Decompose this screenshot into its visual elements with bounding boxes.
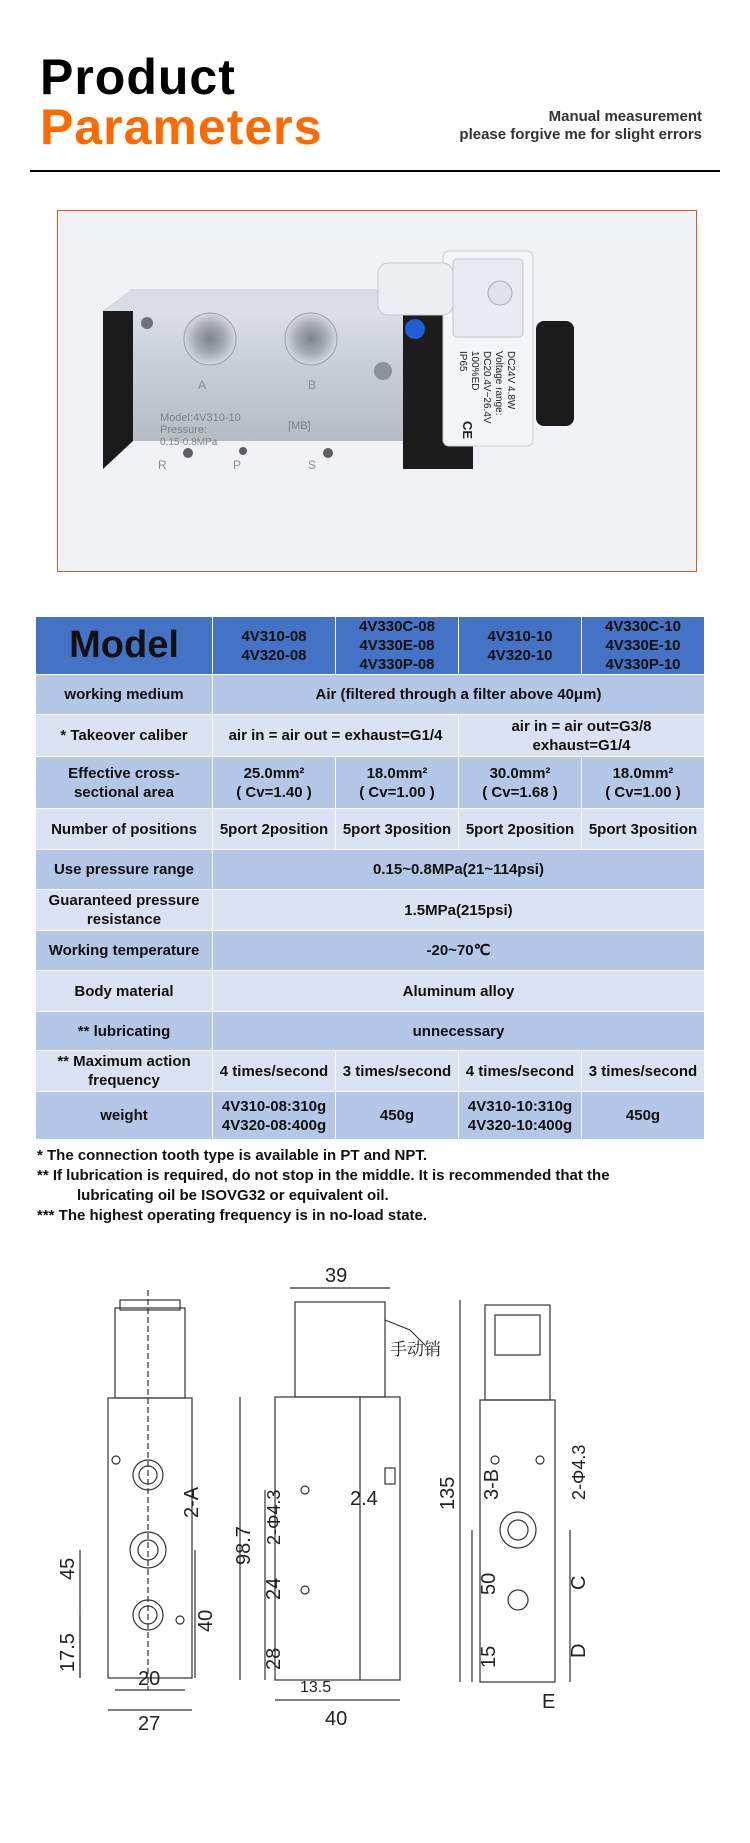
footnotes [37, 1146, 610, 1226]
dim-17-5: 17.5 [57, 1633, 79, 1672]
label-line: Effective cross- [68, 764, 180, 782]
footnote-3: *** The highest operating frequency is in no-load state. [37, 1207, 428, 1224]
row-label: Working temperature [36, 931, 213, 971]
value-line: 18.0mm² [366, 764, 428, 782]
dim-24: 24 [263, 1577, 285, 1600]
table-row [36, 809, 705, 850]
value-line: 18.0mm² [612, 764, 674, 782]
value-line: air in = air out=G3/8 [511, 717, 652, 735]
row-value: Aluminum alloy [213, 971, 705, 1012]
row-value: 4 times/second [213, 1051, 336, 1092]
row-value: 5port 3position [336, 809, 459, 850]
row-value: 450g [582, 1092, 705, 1140]
value-line: ( Cv=1.00 ) [605, 783, 681, 801]
model-col-4 [582, 617, 705, 675]
label-line: frequency [88, 1072, 160, 1089]
row-value [213, 1092, 336, 1140]
row-value: 5port 3position [582, 809, 705, 850]
model-name: 4V330P-08 [359, 656, 435, 673]
port-r-label: R [158, 458, 167, 472]
row-label: working medium [36, 675, 213, 715]
page-title-line1: Product [40, 49, 236, 105]
model-col-1 [213, 617, 336, 675]
row-value: Air (filtered through a filter above 40μm) [213, 675, 705, 715]
note-line2: please forgive me for slight errors [459, 126, 702, 143]
row-value: 450g [336, 1092, 459, 1140]
pressure-range-marking: 0.15-0.8MPa [160, 437, 218, 448]
product-photo [57, 210, 697, 572]
table-row [36, 1012, 705, 1051]
model-name: 4V330E-08 [359, 637, 435, 654]
pressure-marking: Pressure: [160, 424, 208, 436]
port-a-label: A [198, 378, 207, 392]
row-value: 4 times/second [459, 1051, 582, 1092]
row-label: Use pressure range [36, 850, 213, 890]
row-label: weight [36, 1092, 213, 1140]
dim-13-5: 13.5 [300, 1679, 332, 1696]
value-line: 25.0mm² [243, 764, 305, 782]
value-line: 4V310-08:310g [221, 1097, 327, 1115]
row-value: unnecessary [213, 1012, 705, 1051]
coil-spec-5: IP65 [457, 351, 468, 372]
dim-20: 20 [138, 1668, 161, 1690]
left-end-cap [103, 289, 133, 469]
row-value [459, 1092, 582, 1140]
front-view-coil [115, 1308, 185, 1398]
side-view-coil [295, 1302, 385, 1397]
model-name: 4V330C-08 [359, 618, 435, 635]
port-b [285, 313, 337, 365]
model-name: 4V320-08 [241, 646, 307, 664]
dim-40-horizontal: 40 [325, 1708, 348, 1730]
row-label: Body material [36, 971, 213, 1012]
value-line: 4V320-08:400g [221, 1116, 327, 1134]
footnote-2-cont: lubricating oil be ISOVG32 or equivalent oil. [77, 1187, 389, 1204]
table-row [36, 675, 705, 715]
table-header-row [36, 617, 705, 675]
model-name: 4V320-10 [487, 646, 553, 664]
dim-e: E [542, 1691, 556, 1713]
row-value: 3 times/second [582, 1051, 705, 1092]
coil-spec-1: DC24V 4.8W [505, 351, 516, 410]
row-value: -20~70℃ [213, 931, 705, 971]
dim-27: 27 [138, 1713, 161, 1735]
table-row [36, 890, 705, 931]
value-line: ( Cv=1.68 ) [482, 783, 558, 801]
row-label [36, 1051, 213, 1092]
dim-45: 45 [57, 1557, 79, 1580]
table-row [36, 1092, 705, 1140]
dim-2-4: 2.4 [350, 1488, 378, 1510]
model-name: 4V310-10 [487, 627, 553, 645]
page-title-line2: Parameters [40, 99, 323, 155]
row-value [213, 757, 336, 809]
label-line: resistance [86, 911, 162, 928]
dim-2-phi-4-3-a: 2-Φ4.3 [264, 1489, 284, 1545]
model-col-3 [459, 617, 582, 675]
ce-mark: CE [460, 421, 475, 440]
model-name: 4V310-08 [241, 627, 307, 645]
dim-15: 15 [478, 1645, 500, 1668]
side-view-body [275, 1397, 400, 1680]
port-a [184, 313, 236, 365]
row-label [36, 890, 213, 931]
row-label: * Takeover caliber [36, 715, 213, 757]
row-label: ** lubricating [36, 1012, 213, 1051]
parameter-table [35, 616, 705, 1140]
header-divider [30, 170, 720, 172]
dim-2a: 2-A [181, 1486, 203, 1518]
value-line: 30.0mm² [489, 764, 551, 782]
dim-28: 28 [263, 1647, 285, 1670]
manual-pin-label: 手动销 [390, 1340, 441, 1359]
dim-50: 50 [478, 1572, 500, 1595]
model-name: 4V330C-10 [605, 618, 681, 635]
table-row [36, 757, 705, 809]
row-value [459, 757, 582, 809]
value-line: 4V320-10:400g [467, 1116, 573, 1134]
coil-spec-3: DC20.4V~26.4V [481, 351, 492, 424]
row-value [582, 757, 705, 809]
note-line1: Manual measurement [548, 108, 702, 125]
port-b-label: B [308, 378, 317, 392]
dim-c: C [568, 1575, 590, 1590]
label-line: sectional area [73, 783, 175, 801]
dim-135: 135 [437, 1476, 459, 1510]
back-view-body [480, 1400, 555, 1682]
row-value: 5port 2position [459, 809, 582, 850]
row-label: Number of positions [36, 809, 213, 850]
label-line: Guaranteed pressure [48, 892, 200, 909]
model-name: 4V330P-10 [605, 656, 681, 673]
dim-40-vertical: 40 [195, 1609, 217, 1632]
row-value: 1.5MPa(215psi) [213, 890, 705, 931]
value-line: 4V310-10:310g [467, 1097, 573, 1115]
value-line: ( Cv=1.40 ) [236, 783, 312, 801]
model-col-2 [336, 617, 459, 675]
valve-illustration [58, 211, 696, 571]
value-line: ( Cv=1.00 ) [359, 783, 435, 801]
row-value: 5port 2position [213, 809, 336, 850]
model-marking: Model:4V310-10 [160, 412, 241, 424]
dim-d: D [568, 1643, 590, 1658]
brand-marking: [MB] [288, 420, 311, 432]
dim-2-phi-4-3-b: 2-Φ4.3 [569, 1444, 589, 1500]
label-line: ** Maximum action [57, 1053, 191, 1070]
front-view-body [108, 1398, 192, 1678]
row-value: air in = air out = exhaust=G1/4 [213, 715, 459, 757]
dim-3b: 3-B [481, 1468, 503, 1500]
port-s-label: S [308, 458, 317, 472]
row-value [459, 715, 705, 757]
coil-spec-2: Voltage range: [493, 351, 504, 416]
footnote-2: ** If lubrication is required, do not stop in the middle. It is recommended that the [37, 1167, 610, 1184]
port-p-label: P [233, 458, 242, 472]
dim-39: 39 [325, 1265, 348, 1287]
model-name: 4V330E-10 [605, 637, 681, 654]
table-row [36, 850, 705, 890]
footnote-1: * The connection tooth type is available in PT and NPT. [37, 1147, 428, 1164]
table-row [36, 931, 705, 971]
manual-override-button [405, 319, 425, 339]
table-row [36, 1051, 705, 1092]
dim-98-7: 98.7 [233, 1526, 255, 1565]
table-row [36, 715, 705, 757]
measurement-note [459, 108, 702, 144]
dimension-drawing [40, 1260, 710, 1740]
row-value: 0.15~0.8MPa(21~114psi) [213, 850, 705, 890]
row-label [36, 757, 213, 809]
value-line: exhaust=G1/4 [532, 736, 631, 754]
table-row [36, 971, 705, 1012]
coil-spec-4: 100%ED [469, 351, 480, 391]
model-header: Model [36, 617, 213, 675]
row-value [336, 757, 459, 809]
row-value: 3 times/second [336, 1051, 459, 1092]
